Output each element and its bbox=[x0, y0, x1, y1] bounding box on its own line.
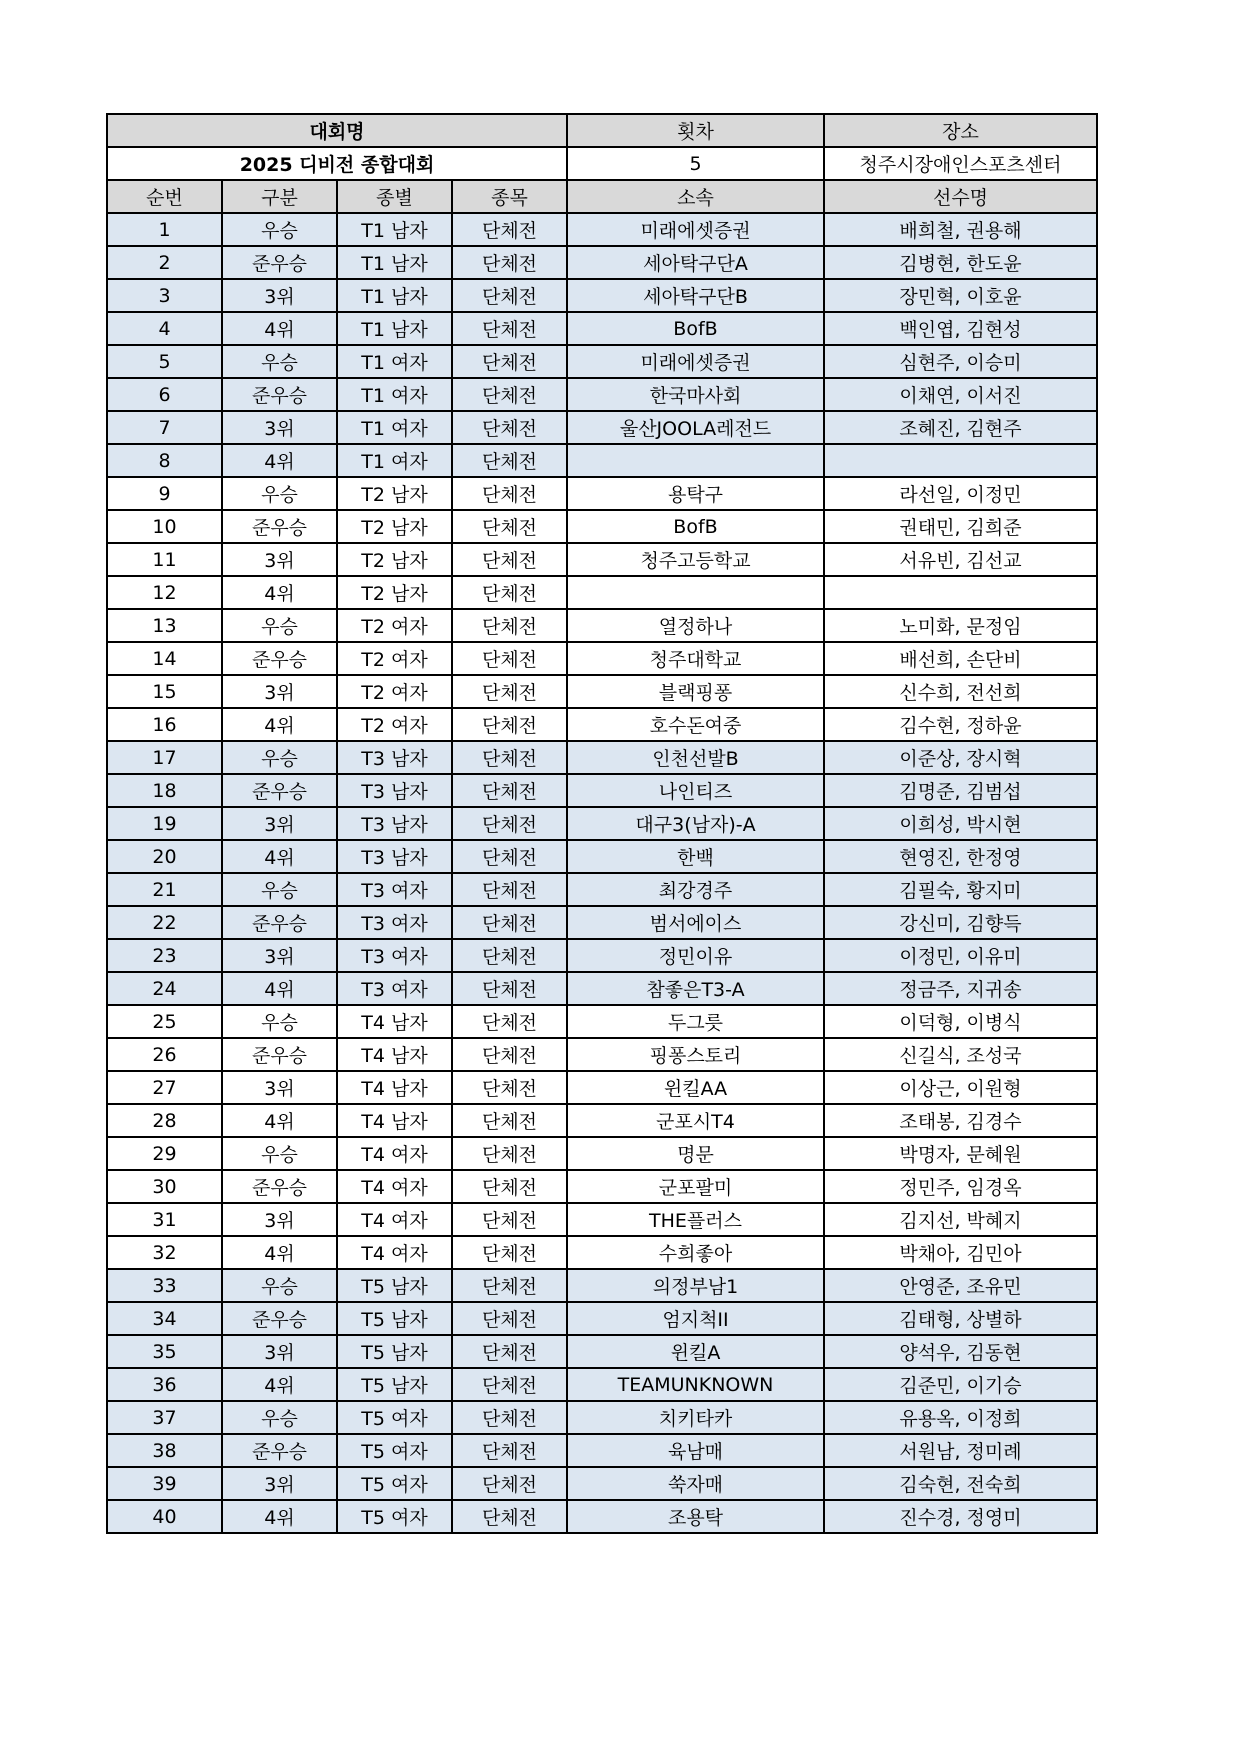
row-no: 20 bbox=[107, 840, 222, 873]
row-team: 치키타카 bbox=[567, 1401, 824, 1434]
row-players: 김태형, 상별하 bbox=[824, 1302, 1097, 1335]
row-no: 4 bbox=[107, 312, 222, 345]
row-players: 신수희, 전선희 bbox=[824, 675, 1097, 708]
table-row bbox=[107, 939, 1097, 972]
row-class: T1 여자 bbox=[337, 345, 452, 378]
table-row bbox=[107, 1434, 1097, 1467]
table-row bbox=[107, 345, 1097, 378]
row-no: 10 bbox=[107, 510, 222, 543]
row-no: 36 bbox=[107, 1368, 222, 1401]
row-team: TEAMUNKNOWN bbox=[567, 1368, 824, 1401]
row-rank: 우승 bbox=[222, 1137, 337, 1170]
row-players: 현영진, 한정영 bbox=[824, 840, 1097, 873]
row-team: 한국마사회 bbox=[567, 378, 824, 411]
row-team: 호수돈여중 bbox=[567, 708, 824, 741]
row-event: 단체전 bbox=[452, 543, 567, 576]
row-rank: 우승 bbox=[222, 1005, 337, 1038]
row-no: 40 bbox=[107, 1500, 222, 1533]
table-row bbox=[107, 1335, 1097, 1368]
row-no: 29 bbox=[107, 1137, 222, 1170]
row-players: 이채연, 이서진 bbox=[824, 378, 1097, 411]
table-row bbox=[107, 1038, 1097, 1071]
table-row bbox=[107, 642, 1097, 675]
row-rank: 4위 bbox=[222, 1500, 337, 1533]
row-class: T5 남자 bbox=[337, 1335, 452, 1368]
row-team: 쑥자매 bbox=[567, 1467, 824, 1500]
row-players bbox=[824, 444, 1097, 477]
row-event: 단체전 bbox=[452, 1500, 567, 1533]
row-no: 31 bbox=[107, 1203, 222, 1236]
row-rank: 준우승 bbox=[222, 774, 337, 807]
row-players: 김명준, 김범섭 bbox=[824, 774, 1097, 807]
row-event: 단체전 bbox=[452, 1137, 567, 1170]
row-no: 2 bbox=[107, 246, 222, 279]
row-no: 38 bbox=[107, 1434, 222, 1467]
row-rank: 3위 bbox=[222, 1335, 337, 1368]
row-event: 단체전 bbox=[452, 1170, 567, 1203]
row-no: 11 bbox=[107, 543, 222, 576]
row-class: T2 여자 bbox=[337, 609, 452, 642]
row-team: 엄지척II bbox=[567, 1302, 824, 1335]
table-row bbox=[107, 1170, 1097, 1203]
row-players: 김필숙, 황지미 bbox=[824, 873, 1097, 906]
table-row bbox=[107, 477, 1097, 510]
row-no: 34 bbox=[107, 1302, 222, 1335]
row-no: 1 bbox=[107, 213, 222, 246]
row-no: 16 bbox=[107, 708, 222, 741]
row-rank: 4위 bbox=[222, 1236, 337, 1269]
row-event: 단체전 bbox=[452, 1071, 567, 1104]
row-rank: 우승 bbox=[222, 345, 337, 378]
row-event: 단체전 bbox=[452, 246, 567, 279]
table-row bbox=[107, 774, 1097, 807]
row-class: T2 여자 bbox=[337, 708, 452, 741]
column-header-players: 선수명 bbox=[824, 180, 1097, 213]
row-rank: 3위 bbox=[222, 279, 337, 312]
row-class: T4 여자 bbox=[337, 1170, 452, 1203]
row-event: 단체전 bbox=[452, 345, 567, 378]
row-event: 단체전 bbox=[452, 510, 567, 543]
row-no: 5 bbox=[107, 345, 222, 378]
table-row bbox=[107, 378, 1097, 411]
table-row bbox=[107, 312, 1097, 345]
row-players: 강신미, 김향득 bbox=[824, 906, 1097, 939]
table-row bbox=[107, 279, 1097, 312]
table-row bbox=[107, 840, 1097, 873]
row-players: 조혜진, 김현주 bbox=[824, 411, 1097, 444]
row-event: 단체전 bbox=[452, 1203, 567, 1236]
row-class: T3 남자 bbox=[337, 840, 452, 873]
row-rank: 우승 bbox=[222, 1269, 337, 1302]
row-players: 박명자, 문혜원 bbox=[824, 1137, 1097, 1170]
meta-header-row bbox=[107, 114, 1097, 147]
table-row bbox=[107, 873, 1097, 906]
row-event: 단체전 bbox=[452, 279, 567, 312]
row-no: 26 bbox=[107, 1038, 222, 1071]
row-event: 단체전 bbox=[452, 939, 567, 972]
row-rank: 3위 bbox=[222, 1467, 337, 1500]
row-class: T1 여자 bbox=[337, 411, 452, 444]
row-team: 군포팔미 bbox=[567, 1170, 824, 1203]
row-team: 명문 bbox=[567, 1137, 824, 1170]
row-no: 6 bbox=[107, 378, 222, 411]
row-class: T1 여자 bbox=[337, 378, 452, 411]
column-header-team: 소속 bbox=[567, 180, 824, 213]
row-rank: 4위 bbox=[222, 312, 337, 345]
row-players: 권태민, 김희준 bbox=[824, 510, 1097, 543]
row-class: T5 여자 bbox=[337, 1467, 452, 1500]
row-class: T4 여자 bbox=[337, 1236, 452, 1269]
column-header-row bbox=[107, 180, 1097, 213]
row-event: 단체전 bbox=[452, 972, 567, 1005]
row-no: 22 bbox=[107, 906, 222, 939]
venue-header: 장소 bbox=[824, 114, 1097, 147]
row-event: 단체전 bbox=[452, 741, 567, 774]
row-rank: 3위 bbox=[222, 807, 337, 840]
table-row bbox=[107, 906, 1097, 939]
table-row bbox=[107, 543, 1097, 576]
row-class: T1 여자 bbox=[337, 444, 452, 477]
row-players: 이덕형, 이병식 bbox=[824, 1005, 1097, 1038]
row-players: 정금주, 지귀송 bbox=[824, 972, 1097, 1005]
row-no: 39 bbox=[107, 1467, 222, 1500]
row-event: 단체전 bbox=[452, 774, 567, 807]
row-class: T5 여자 bbox=[337, 1401, 452, 1434]
row-players: 이정민, 이유미 bbox=[824, 939, 1097, 972]
event-name: 2025 디비전 종합대회 bbox=[107, 147, 567, 180]
table-row bbox=[107, 1137, 1097, 1170]
row-class: T3 여자 bbox=[337, 939, 452, 972]
row-event: 단체전 bbox=[452, 1005, 567, 1038]
row-event: 단체전 bbox=[452, 477, 567, 510]
row-event: 단체전 bbox=[452, 1467, 567, 1500]
row-event: 단체전 bbox=[452, 906, 567, 939]
table-row bbox=[107, 213, 1097, 246]
row-class: T5 남자 bbox=[337, 1302, 452, 1335]
row-no: 17 bbox=[107, 741, 222, 774]
row-players: 조태봉, 김경수 bbox=[824, 1104, 1097, 1137]
table-row bbox=[107, 1467, 1097, 1500]
row-no: 35 bbox=[107, 1335, 222, 1368]
row-event: 단체전 bbox=[452, 378, 567, 411]
row-class: T4 여자 bbox=[337, 1203, 452, 1236]
column-header-rank: 구분 bbox=[222, 180, 337, 213]
row-event: 단체전 bbox=[452, 840, 567, 873]
row-event: 단체전 bbox=[452, 1302, 567, 1335]
row-team: 세아탁구단A bbox=[567, 246, 824, 279]
row-rank: 3위 bbox=[222, 1071, 337, 1104]
row-players: 서유빈, 김선교 bbox=[824, 543, 1097, 576]
row-rank: 준우승 bbox=[222, 906, 337, 939]
row-no: 21 bbox=[107, 873, 222, 906]
row-no: 15 bbox=[107, 675, 222, 708]
table-row bbox=[107, 609, 1097, 642]
row-no: 12 bbox=[107, 576, 222, 609]
row-rank: 준우승 bbox=[222, 378, 337, 411]
row-class: T2 남자 bbox=[337, 477, 452, 510]
row-players: 라선일, 이정민 bbox=[824, 477, 1097, 510]
table-row bbox=[107, 1269, 1097, 1302]
row-players: 양석우, 김동현 bbox=[824, 1335, 1097, 1368]
row-team: BofB bbox=[567, 510, 824, 543]
row-players: 서원남, 정미례 bbox=[824, 1434, 1097, 1467]
row-team: 참좋은T3-A bbox=[567, 972, 824, 1005]
row-rank: 3위 bbox=[222, 543, 337, 576]
row-class: T1 남자 bbox=[337, 246, 452, 279]
row-rank: 우승 bbox=[222, 741, 337, 774]
row-class: T1 남자 bbox=[337, 279, 452, 312]
row-team: 정민이유 bbox=[567, 939, 824, 972]
row-rank: 준우승 bbox=[222, 642, 337, 675]
row-rank: 준우승 bbox=[222, 510, 337, 543]
row-team: 윈킬AA bbox=[567, 1071, 824, 1104]
row-players: 노미화, 문정임 bbox=[824, 609, 1097, 642]
table-row bbox=[107, 1104, 1097, 1137]
row-no: 7 bbox=[107, 411, 222, 444]
row-team: 육남매 bbox=[567, 1434, 824, 1467]
row-team: THE플러스 bbox=[567, 1203, 824, 1236]
row-team: 나인티즈 bbox=[567, 774, 824, 807]
round-header: 횟차 bbox=[567, 114, 824, 147]
row-team: 울산JOOLA레전드 bbox=[567, 411, 824, 444]
row-rank: 우승 bbox=[222, 213, 337, 246]
row-rank: 4위 bbox=[222, 708, 337, 741]
row-players: 배희철, 권용해 bbox=[824, 213, 1097, 246]
row-event: 단체전 bbox=[452, 411, 567, 444]
row-team: 핑퐁스토리 bbox=[567, 1038, 824, 1071]
row-players: 신길식, 조성국 bbox=[824, 1038, 1097, 1071]
row-no: 30 bbox=[107, 1170, 222, 1203]
row-class: T3 남자 bbox=[337, 741, 452, 774]
row-players: 백인엽, 김현성 bbox=[824, 312, 1097, 345]
row-no: 28 bbox=[107, 1104, 222, 1137]
row-class: T1 남자 bbox=[337, 312, 452, 345]
table-row bbox=[107, 576, 1097, 609]
row-class: T5 여자 bbox=[337, 1434, 452, 1467]
row-rank: 준우승 bbox=[222, 1434, 337, 1467]
row-players: 심현주, 이승미 bbox=[824, 345, 1097, 378]
row-rank: 우승 bbox=[222, 609, 337, 642]
row-rank: 준우승 bbox=[222, 1038, 337, 1071]
table-row bbox=[107, 444, 1097, 477]
row-event: 단체전 bbox=[452, 1104, 567, 1137]
row-team: 청주고등학교 bbox=[567, 543, 824, 576]
row-no: 32 bbox=[107, 1236, 222, 1269]
row-event: 단체전 bbox=[452, 1368, 567, 1401]
row-team bbox=[567, 444, 824, 477]
row-no: 18 bbox=[107, 774, 222, 807]
event-name-header: 대회명 bbox=[107, 114, 567, 147]
row-event: 단체전 bbox=[452, 807, 567, 840]
row-rank: 준우승 bbox=[222, 1170, 337, 1203]
row-event: 단체전 bbox=[452, 312, 567, 345]
row-event: 단체전 bbox=[452, 576, 567, 609]
table-row bbox=[107, 1368, 1097, 1401]
table-row bbox=[107, 1203, 1097, 1236]
row-team: 의정부남1 bbox=[567, 1269, 824, 1302]
row-no: 8 bbox=[107, 444, 222, 477]
row-players: 정민주, 임경옥 bbox=[824, 1170, 1097, 1203]
row-no: 14 bbox=[107, 642, 222, 675]
row-class: T2 남자 bbox=[337, 510, 452, 543]
row-team: 대구3(남자)-A bbox=[567, 807, 824, 840]
column-header-class: 종별 bbox=[337, 180, 452, 213]
row-event: 단체전 bbox=[452, 213, 567, 246]
row-class: T4 남자 bbox=[337, 1038, 452, 1071]
row-rank: 4위 bbox=[222, 1368, 337, 1401]
row-team bbox=[567, 576, 824, 609]
row-rank: 4위 bbox=[222, 972, 337, 1005]
row-event: 단체전 bbox=[452, 1269, 567, 1302]
venue-value: 청주시장애인스포츠센터 bbox=[824, 147, 1097, 180]
row-team: 군포시T4 bbox=[567, 1104, 824, 1137]
row-players: 유용옥, 이정희 bbox=[824, 1401, 1097, 1434]
row-event: 단체전 bbox=[452, 1236, 567, 1269]
row-rank: 3위 bbox=[222, 411, 337, 444]
row-no: 33 bbox=[107, 1269, 222, 1302]
row-event: 단체전 bbox=[452, 642, 567, 675]
table-row bbox=[107, 411, 1097, 444]
row-class: T4 남자 bbox=[337, 1005, 452, 1038]
row-team: 미래에셋증권 bbox=[567, 213, 824, 246]
row-team: 두그릇 bbox=[567, 1005, 824, 1038]
row-class: T3 남자 bbox=[337, 774, 452, 807]
row-rank: 우승 bbox=[222, 1401, 337, 1434]
row-class: T5 남자 bbox=[337, 1269, 452, 1302]
row-no: 24 bbox=[107, 972, 222, 1005]
column-header-no: 순번 bbox=[107, 180, 222, 213]
table-row bbox=[107, 675, 1097, 708]
row-team: 윈킬A bbox=[567, 1335, 824, 1368]
table-row bbox=[107, 972, 1097, 1005]
row-team: 용탁구 bbox=[567, 477, 824, 510]
row-no: 13 bbox=[107, 609, 222, 642]
row-players: 안영준, 조유민 bbox=[824, 1269, 1097, 1302]
row-class: T4 남자 bbox=[337, 1104, 452, 1137]
table-row bbox=[107, 510, 1097, 543]
table-row bbox=[107, 1302, 1097, 1335]
row-event: 단체전 bbox=[452, 609, 567, 642]
row-rank: 4위 bbox=[222, 576, 337, 609]
row-no: 9 bbox=[107, 477, 222, 510]
row-class: T5 남자 bbox=[337, 1368, 452, 1401]
row-event: 단체전 bbox=[452, 1434, 567, 1467]
row-players: 김수현, 정하윤 bbox=[824, 708, 1097, 741]
row-event: 단체전 bbox=[452, 1401, 567, 1434]
results-table bbox=[106, 113, 1098, 1534]
row-rank: 준우승 bbox=[222, 1302, 337, 1335]
table-row bbox=[107, 807, 1097, 840]
row-class: T3 여자 bbox=[337, 972, 452, 1005]
row-class: T3 남자 bbox=[337, 807, 452, 840]
row-team: 수희좋아 bbox=[567, 1236, 824, 1269]
row-class: T4 남자 bbox=[337, 1071, 452, 1104]
row-no: 25 bbox=[107, 1005, 222, 1038]
row-no: 19 bbox=[107, 807, 222, 840]
row-players: 장민혁, 이호윤 bbox=[824, 279, 1097, 312]
row-no: 27 bbox=[107, 1071, 222, 1104]
row-players: 김숙현, 전숙희 bbox=[824, 1467, 1097, 1500]
row-team: 인천선발B bbox=[567, 741, 824, 774]
row-class: T3 여자 bbox=[337, 906, 452, 939]
row-class: T5 여자 bbox=[337, 1500, 452, 1533]
row-team: 청주대학교 bbox=[567, 642, 824, 675]
row-class: T2 남자 bbox=[337, 543, 452, 576]
row-rank: 우승 bbox=[222, 477, 337, 510]
table-row bbox=[107, 741, 1097, 774]
row-team: 조용탁 bbox=[567, 1500, 824, 1533]
row-class: T1 남자 bbox=[337, 213, 452, 246]
row-rank: 4위 bbox=[222, 1104, 337, 1137]
row-players: 진수경, 정영미 bbox=[824, 1500, 1097, 1533]
row-team: 열정하나 bbox=[567, 609, 824, 642]
row-team: 범서에이스 bbox=[567, 906, 824, 939]
row-event: 단체전 bbox=[452, 1335, 567, 1368]
row-class: T2 여자 bbox=[337, 675, 452, 708]
row-players bbox=[824, 576, 1097, 609]
row-team: 미래에셋증권 bbox=[567, 345, 824, 378]
round-value: 5 bbox=[567, 147, 824, 180]
column-header-event: 종목 bbox=[452, 180, 567, 213]
table-row bbox=[107, 1401, 1097, 1434]
row-event: 단체전 bbox=[452, 708, 567, 741]
table-row bbox=[107, 1236, 1097, 1269]
row-players: 박채아, 김민아 bbox=[824, 1236, 1097, 1269]
row-players: 김병현, 한도윤 bbox=[824, 246, 1097, 279]
meta-value-row bbox=[107, 147, 1097, 180]
row-rank: 우승 bbox=[222, 873, 337, 906]
table-row bbox=[107, 1071, 1097, 1104]
row-event: 단체전 bbox=[452, 873, 567, 906]
row-no: 3 bbox=[107, 279, 222, 312]
row-rank: 3위 bbox=[222, 675, 337, 708]
row-players: 이준상, 장시혁 bbox=[824, 741, 1097, 774]
row-players: 김준민, 이기승 bbox=[824, 1368, 1097, 1401]
row-team: 최강경주 bbox=[567, 873, 824, 906]
row-team: 블랙핑퐁 bbox=[567, 675, 824, 708]
row-players: 김지선, 박혜지 bbox=[824, 1203, 1097, 1236]
table-row bbox=[107, 1500, 1097, 1533]
row-class: T3 여자 bbox=[337, 873, 452, 906]
row-no: 23 bbox=[107, 939, 222, 972]
row-class: T2 남자 bbox=[337, 576, 452, 609]
table-row bbox=[107, 1005, 1097, 1038]
row-players: 이희성, 박시현 bbox=[824, 807, 1097, 840]
row-no: 37 bbox=[107, 1401, 222, 1434]
row-class: T4 여자 bbox=[337, 1137, 452, 1170]
row-rank: 4위 bbox=[222, 444, 337, 477]
row-class: T2 여자 bbox=[337, 642, 452, 675]
row-event: 단체전 bbox=[452, 1038, 567, 1071]
row-rank: 준우승 bbox=[222, 246, 337, 279]
row-team: 한백 bbox=[567, 840, 824, 873]
row-rank: 4위 bbox=[222, 840, 337, 873]
row-team: 세아탁구단B bbox=[567, 279, 824, 312]
row-event: 단체전 bbox=[452, 444, 567, 477]
row-players: 배선희, 손단비 bbox=[824, 642, 1097, 675]
row-team: BofB bbox=[567, 312, 824, 345]
row-players: 이상근, 이원형 bbox=[824, 1071, 1097, 1104]
row-event: 단체전 bbox=[452, 675, 567, 708]
row-rank: 3위 bbox=[222, 1203, 337, 1236]
table-row bbox=[107, 246, 1097, 279]
table-row bbox=[107, 708, 1097, 741]
row-rank: 3위 bbox=[222, 939, 337, 972]
